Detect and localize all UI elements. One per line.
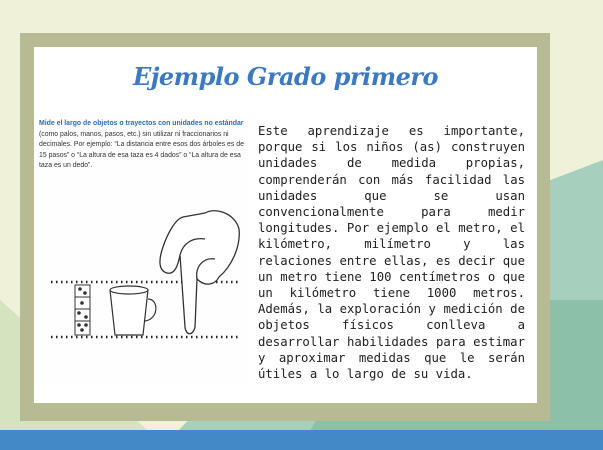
- figure-caption-lead: Mide el largo de objetos o trayectos con unidades no estándar: [39, 120, 244, 127]
- figure-caption-text: (como palos, manos, pasos, etc.) sin utilizar ni fraccionarios ni decimales. Por ejemplo: “La distancia entre esos dos árboles es de 15 pasos” o “La altura de esa taza es 4 dados” o “La altura de esa taza es un dedo”.: [39, 130, 244, 170]
- measurement-illustration: [35, 117, 249, 383]
- measurement-figure: [35, 117, 249, 383]
- dice-stack-icon: [75, 285, 90, 335]
- slide-paragraph: Este aprendizaje es importante, porque si los niños (as) construyen unidades de medida propias, comprenderán con más facilidad las unidades que se usan convencionalmente para medir longitudes. Por ejemplo el metro, el kilómetro, milímetro y las relaciones entre ellas, es decir que un metro tiene 100 centímetros o que un kilómetro tiene 1000 metros. Además, la exploración y medición de objetos físicos conlleva a desarrollar habilidades para estimar y aproximar medidas que le serán útiles a lo largo de su vida.: [258, 124, 525, 382]
- bottom-bar: [0, 430, 603, 450]
- slide-title: Ejemplo Grado primero: [132, 62, 439, 91]
- cup-icon: [110, 286, 156, 335]
- hand-pointing-icon: [160, 211, 239, 334]
